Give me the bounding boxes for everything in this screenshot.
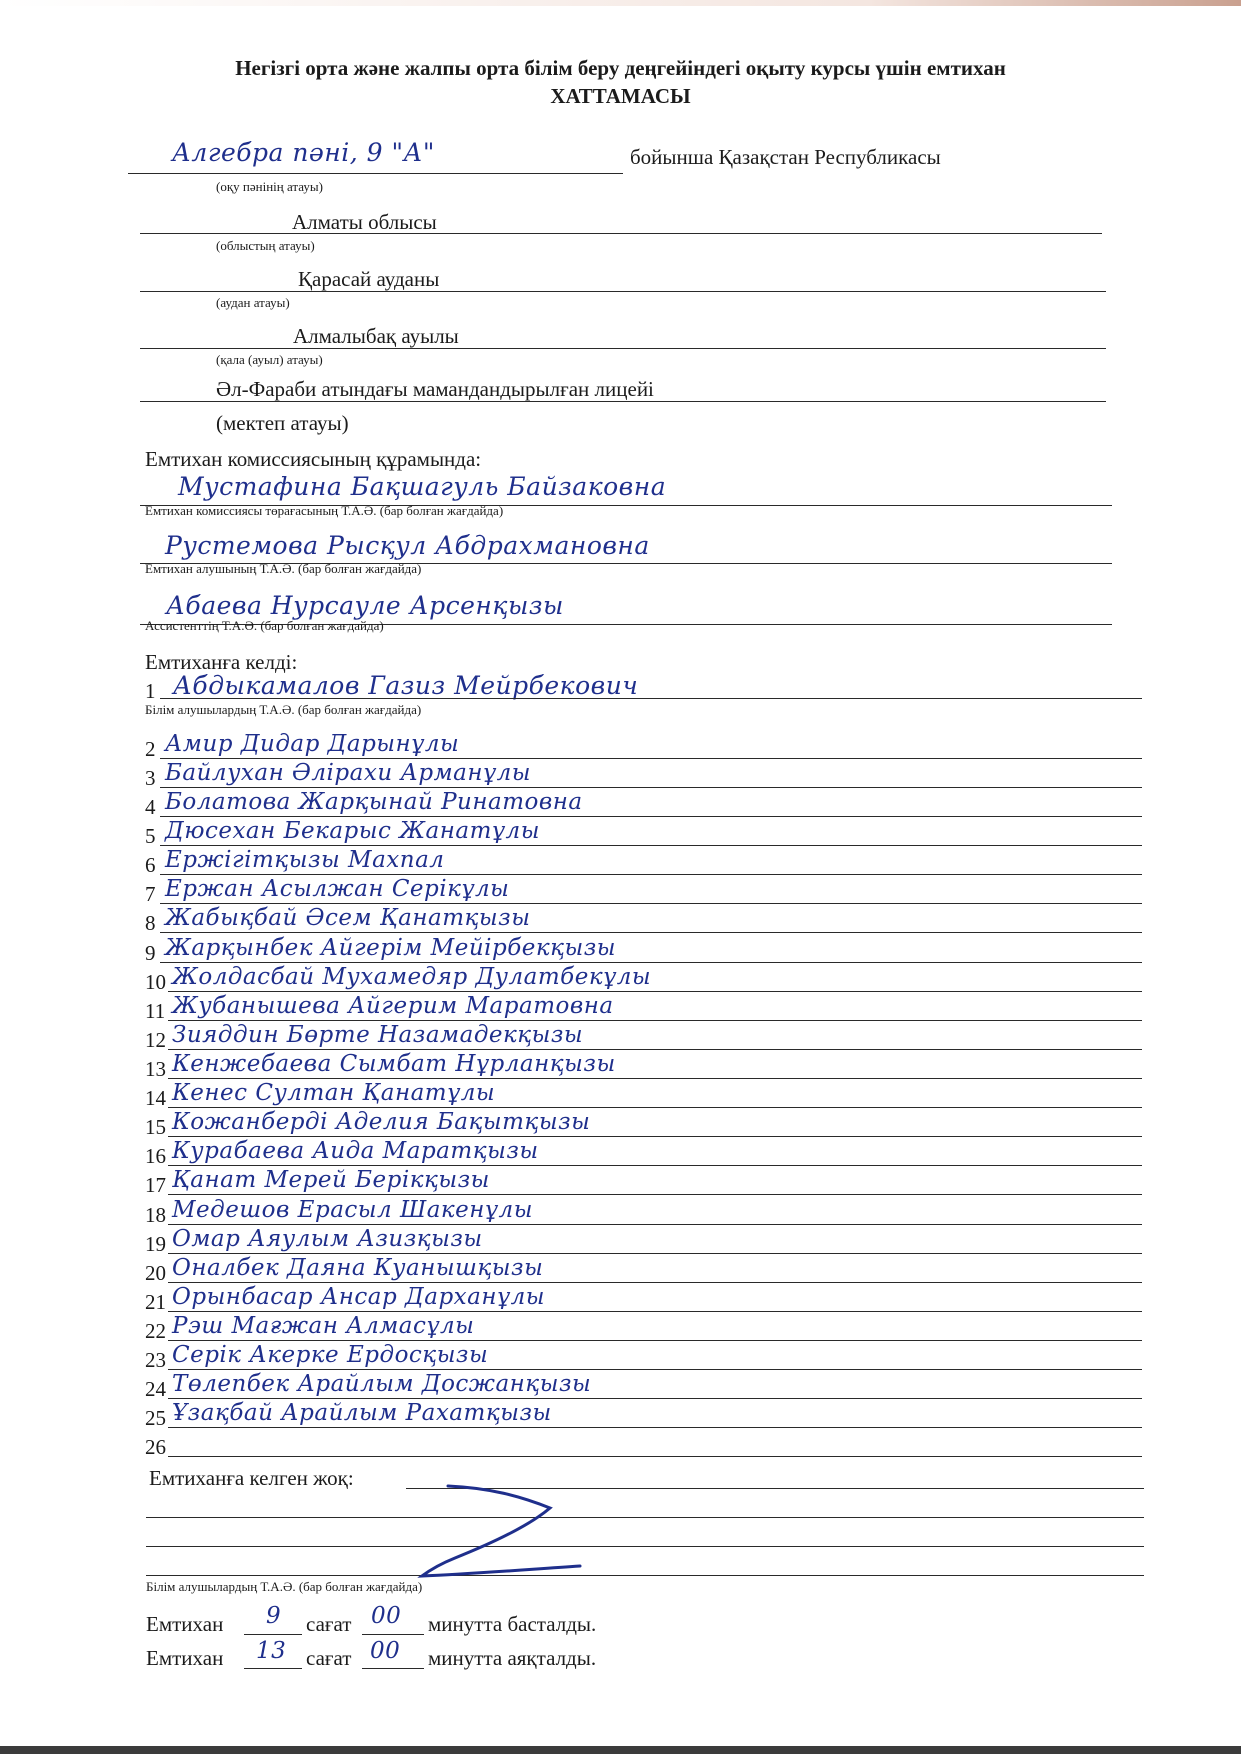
- district-caption: (аудан атауы): [216, 295, 290, 310]
- end-hour-line: [244, 1668, 302, 1669]
- commission-heading: Емтихан комиссиясының құрамында:: [145, 447, 482, 471]
- student-number: 11: [145, 999, 166, 1023]
- student-line: [168, 1194, 1142, 1195]
- student-name: Дюсехан Бекарыс Жанатұлы: [165, 818, 540, 844]
- commission-chair-name: Мустафина Бақшагуль Байзаковна: [178, 472, 667, 501]
- end-hour: 13: [256, 1638, 287, 1664]
- school-value: Әл-Фараби атындағы мамандандырылған лицейі: [216, 377, 654, 401]
- student-name: Зияддин Бөрте Назамадекқызы: [172, 1022, 584, 1048]
- student-number: 13: [145, 1057, 166, 1081]
- student-number: 23: [145, 1348, 166, 1372]
- start-prefix: Емтихан: [146, 1612, 224, 1636]
- school-caption: (мектеп атауы): [216, 411, 349, 435]
- student-line: [160, 816, 1142, 817]
- student-line: [160, 758, 1142, 759]
- student-line: [168, 991, 1142, 992]
- school-line: [140, 401, 1106, 402]
- student-line: [168, 1282, 1142, 1283]
- student-number: 8: [145, 911, 156, 935]
- city-caption: (қала (ауыл) атауы): [216, 352, 323, 367]
- subject-suffix: бойынша Қазақстан Республикасы: [630, 145, 941, 169]
- city-value: Алмалыбақ ауылы: [293, 324, 459, 348]
- end-minute: 00: [370, 1638, 401, 1664]
- student-line: [168, 1311, 1142, 1312]
- student-name: Курабаева Аида Маратқызы: [172, 1138, 539, 1164]
- start-suffix: минутта басталды.: [428, 1612, 597, 1636]
- absent-line: [146, 1517, 1144, 1518]
- end-minute-line: [362, 1668, 424, 1669]
- region-caption: (облыстың атауы): [216, 238, 315, 253]
- district-line: [140, 291, 1106, 292]
- student-name: Жубанышева Айгерим Маратовна: [172, 993, 614, 1019]
- student-number: 9: [145, 941, 156, 965]
- student-name: Төлепбек Арайлым Досжанқызы: [172, 1371, 592, 1397]
- start-minute: 00: [371, 1603, 402, 1629]
- student-number: 7: [145, 882, 156, 906]
- student-number: 4: [145, 795, 156, 819]
- region-value: Алматы облысы: [292, 210, 437, 234]
- student-line: [168, 1340, 1142, 1341]
- commission-chair-caption: Емтихан комиссиясы төрағасының Т.А.Ә. (бар болған жағдайда): [145, 503, 504, 518]
- student-name: Кенес Султан Қанатұлы: [172, 1080, 496, 1106]
- student-line: [160, 962, 1142, 963]
- commission-examiner-name: Рустемова Рысқул Абдрахмановна: [165, 531, 650, 560]
- student-line: [168, 1224, 1142, 1225]
- student-line: [160, 787, 1142, 788]
- student-number: 5: [145, 824, 156, 848]
- student-number: 10: [145, 970, 166, 994]
- student-line: [160, 932, 1142, 933]
- student-line: [168, 1078, 1142, 1079]
- student-name: Жабықбай Әсем Қанатқызы: [165, 905, 531, 931]
- student-line: [168, 1049, 1142, 1050]
- student-name: Кожанберді Аделия Бақытқызы: [172, 1109, 591, 1135]
- student-number: 3: [145, 766, 156, 790]
- student-line: [168, 1107, 1142, 1108]
- student-line: [168, 1165, 1142, 1166]
- attended-heading: Емтиханға келді:: [145, 650, 298, 674]
- student-line: [160, 903, 1142, 904]
- student-line: [168, 1398, 1142, 1399]
- student-number: 19: [145, 1232, 166, 1256]
- student-number: 15: [145, 1115, 166, 1139]
- document-title-line2: ХАТТАМАСЫ: [550, 84, 691, 108]
- student-line: [160, 698, 1142, 699]
- student-name: Ержан Асылжан Серікұлы: [165, 876, 510, 902]
- commission-examiner-caption: Емтихан алушының Т.А.Ә. (бар болған жағдайда): [145, 561, 422, 576]
- student-name: Амир Дидар Дарынұлы: [165, 731, 460, 757]
- absent-heading: Емтиханға келген жоқ:: [149, 1466, 354, 1490]
- student-name: Рэш Мағжан Алмасұлы: [172, 1313, 475, 1339]
- student-line: [168, 1427, 1142, 1428]
- commission-assistant-caption: Ассистенттің Т.А.Ә. (бар болған жағдайда): [145, 618, 384, 633]
- student-name: Серік Акерке Ердосқызы: [172, 1342, 489, 1368]
- student-number: 17: [145, 1173, 166, 1197]
- student-number: 20: [145, 1261, 166, 1285]
- student-number: 12: [145, 1028, 166, 1052]
- subject-handwritten: Алгебра пәні, 9 "А": [172, 138, 435, 167]
- start-hour-label: сағат: [306, 1612, 352, 1636]
- end-suffix: минутта аяқталды.: [428, 1646, 597, 1670]
- student-number: 6: [145, 853, 156, 877]
- student-name: Болатова Жарқынай Ринатовна: [165, 789, 583, 815]
- subject-line: [128, 173, 623, 174]
- region-line: [140, 233, 1102, 234]
- paper-bottom-edge: [0, 1746, 1241, 1754]
- strike-mark-icon: [400, 1480, 590, 1585]
- student-name: Кенжебаева Сымбат Нұрланқызы: [172, 1051, 616, 1077]
- paper-top-edge: [0, 0, 1241, 6]
- start-hour: 9: [266, 1603, 282, 1629]
- student-name: Жарқынбек Айгерім Мейірбекқызы: [165, 935, 617, 961]
- student-number: 26: [145, 1435, 166, 1459]
- student-line: [168, 1020, 1142, 1021]
- student-number: 14: [145, 1086, 166, 1110]
- student-number: 21: [145, 1290, 166, 1314]
- city-line: [140, 348, 1106, 349]
- student-name: Жолдасбай Мухамедяр Дулатбекұлы: [172, 964, 652, 990]
- student-line: [160, 874, 1142, 875]
- student-line: [168, 1456, 1142, 1457]
- student-line: [168, 1253, 1142, 1254]
- student-number: 22: [145, 1319, 166, 1343]
- commission-assistant-name: Абаева Нурсауле Арсенқызы: [166, 591, 564, 620]
- student-number: 25: [145, 1406, 166, 1430]
- district-value: Қарасай ауданы: [298, 267, 440, 291]
- student-line: [160, 845, 1142, 846]
- student-name: Байлухан Әлірахи Арманұлы: [165, 760, 532, 786]
- absent-line: [146, 1575, 1144, 1576]
- student-line: [168, 1136, 1142, 1137]
- student-number: 18: [145, 1203, 166, 1227]
- start-minute-line: [362, 1634, 424, 1635]
- student-name: Орынбасар Ансар Дарханұлы: [172, 1284, 546, 1310]
- student-name: Қанат Мерей Берікқызы: [172, 1167, 490, 1193]
- absent-caption: Білім алушылардың Т.А.Ә. (бар болған жағдайда): [146, 1579, 423, 1594]
- student-name: Ұзақбай Арайлым Рахатқызы: [172, 1400, 552, 1426]
- document-title-line1: Негізгі орта және жалпы орта білім беру деңгейіндегі оқыту курсы үшін емтихан: [235, 56, 1006, 80]
- student-number: 16: [145, 1144, 166, 1168]
- end-hour-label: сағат: [306, 1646, 352, 1670]
- student-name: Омар Аяулым Азизқызы: [172, 1226, 483, 1252]
- student-name: Оналбек Даяна Куанышқызы: [172, 1255, 544, 1281]
- students-caption: Білім алушылардың Т.А.Ә. (бар болған жағдайда): [145, 702, 422, 717]
- start-hour-line: [244, 1634, 302, 1635]
- student-number: 2: [145, 737, 156, 761]
- student-name: Ержігітқызы Махпал: [165, 847, 445, 873]
- student-number: 1: [145, 679, 156, 703]
- subject-caption: (оқу пәнінің атауы): [216, 179, 323, 194]
- student-number: 24: [145, 1377, 166, 1401]
- end-prefix: Емтихан: [146, 1646, 224, 1670]
- student-name: Абдыкамалов Газиз Мейрбекович: [173, 671, 639, 700]
- student-line: [168, 1369, 1142, 1370]
- absent-line: [146, 1546, 1144, 1547]
- student-name: Медешов Ерасыл Шакенұлы: [172, 1197, 533, 1223]
